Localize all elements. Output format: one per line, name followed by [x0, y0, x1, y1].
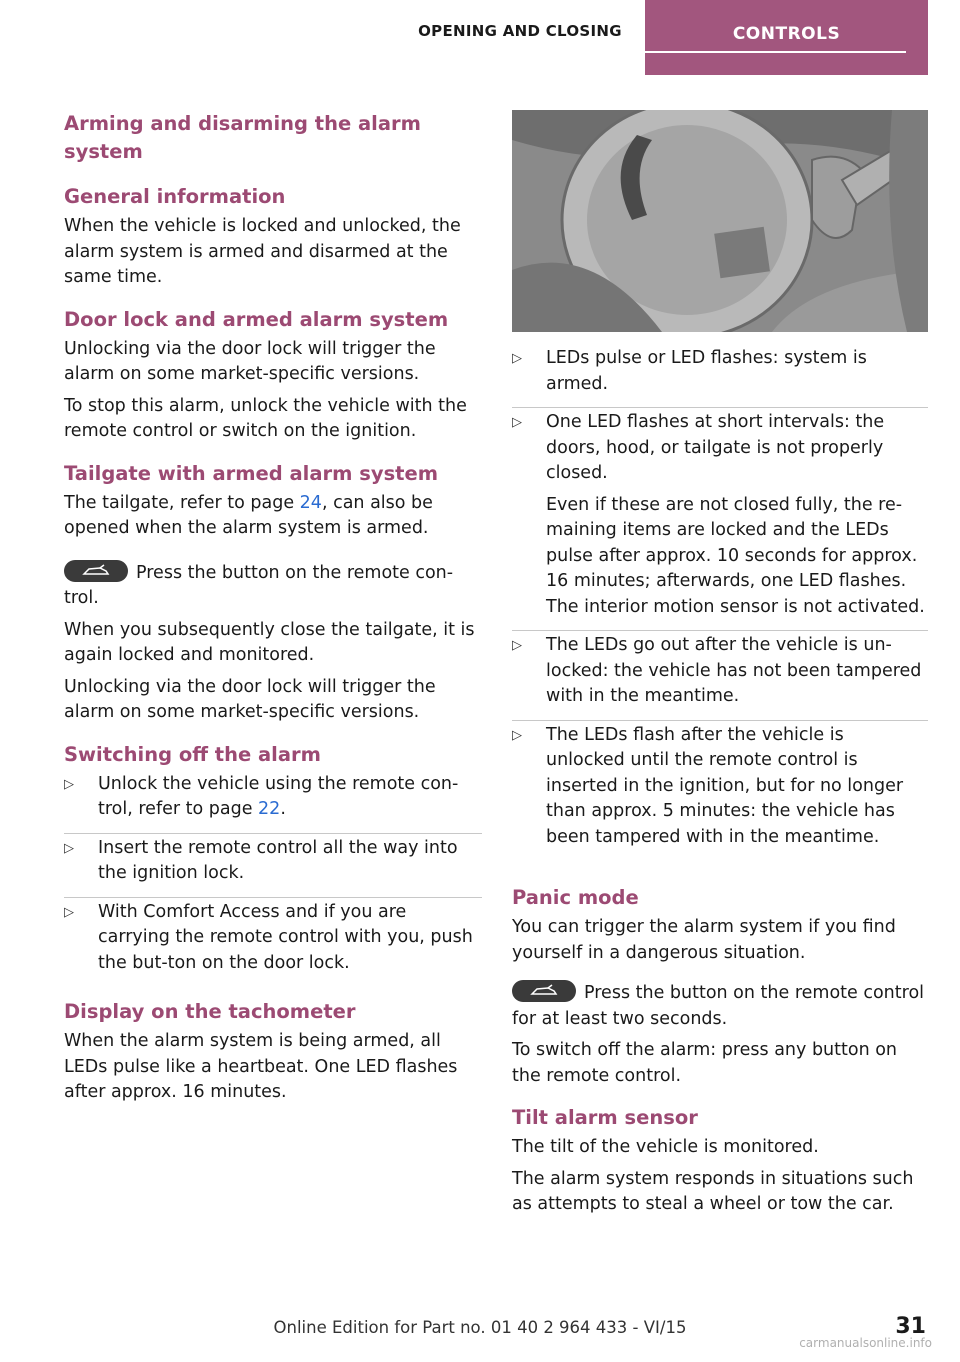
list-item	[64, 772, 482, 830]
led-item-1: LEDs pulse or LED flashes: system is armed.	[546, 348, 867, 394]
left-column	[64, 110, 482, 1112]
panic-mode-heading: Panic mode	[512, 886, 639, 909]
door-lock-heading: Door lock and armed alarm system	[64, 307, 449, 331]
led-status-list	[512, 346, 928, 857]
switch-off-list	[64, 772, 482, 984]
divider	[512, 407, 928, 408]
panic-text-2-label: Press the button on the remote control for at least two seconds.	[512, 983, 925, 1029]
led-item-2: One LED flashes at short intervals: the doors, hood, or tailgate is not properly closed.	[546, 412, 885, 483]
tailgate-text-2-label: Press the button on the remote con‐trol.	[64, 562, 454, 608]
tilt-sensor-heading: Tilt alarm sensor	[512, 1106, 698, 1129]
page-link-22[interactable]: 22	[258, 799, 281, 819]
tab-underline	[645, 51, 906, 53]
tailgate-text-4: Unlocking via the door lock will trigger the alarm on some market-specific versions.	[64, 676, 436, 722]
list-item	[512, 410, 928, 627]
tachometer-text: When the alarm system is being armed, all LEDs pulse like a heartbeat. One LED flashes after approx. 16 minutes.	[64, 1031, 458, 1102]
tachometer-photo	[512, 110, 928, 332]
watermark: carmanualsonline.info	[799, 1336, 932, 1350]
list-item	[64, 836, 482, 894]
page-title: Arming and disarming the alarm system	[64, 112, 421, 163]
footer-edition: Online Edition for Part no. 01 40 2 964 433 - VI/15	[273, 1318, 687, 1337]
general-info-heading: General information	[64, 185, 286, 208]
switch-off-item-1b: .	[280, 799, 286, 819]
tailgate-text-2	[64, 560, 482, 612]
panic-text-1: You can trigger the alarm system if you find yourself in a dangerous situation.	[512, 917, 896, 963]
panic-text-2	[512, 980, 928, 1032]
tailgate-text-1b: , can also be opened when the alarm system is armed.	[64, 492, 433, 538]
list-item	[512, 723, 928, 858]
list-item	[512, 633, 928, 717]
tailgate-heading: Tailgate with armed alarm system	[64, 461, 439, 485]
door-lock-text-1: Unlocking via the door lock will trigger the alarm on some market-specific versions.	[64, 338, 436, 384]
door-lock-text-2: To stop this alarm, unlock the vehicle with the remote control or switch on the ignition.	[64, 395, 467, 441]
page-link-24[interactable]: 24	[299, 492, 322, 513]
chapter-tab	[645, 0, 928, 75]
tachometer-heading: Display on the tachometer	[64, 1000, 356, 1023]
general-info-text: When the vehicle is locked and unlocked, the alarm system is armed and disarmed at the same time.	[64, 216, 461, 287]
right-column	[512, 110, 928, 1224]
panic-text-3: To switch off the alarm: press any button on the remote control.	[512, 1040, 898, 1086]
divider	[512, 630, 928, 631]
tailgate-text-1a: The tailgate, refer to page	[64, 492, 300, 513]
led-item-4: The LEDs flash after the vehicle is unlocked until the remote control is inserted in the ignition, but for no longer than approx. 5 minutes: the vehicle has been tampered with in the meantime.	[546, 724, 904, 847]
divider	[64, 897, 482, 898]
divider	[512, 720, 928, 721]
switch-off-item-1a: Unlock the vehicle using the remote con‐trol, refer to page	[98, 773, 459, 819]
divider	[64, 833, 482, 834]
switch-off-item-2: Insert the remote control all the way into the ignition lock.	[98, 837, 458, 883]
list-item	[512, 346, 928, 404]
section-title: OPENING AND CLOSING	[418, 22, 622, 40]
switch-off-heading: Switching off the alarm	[64, 742, 321, 766]
led-item-2-sub: Even if these are not closed fully, the re‐maining items are locked and the LEDs pulse after approx. 10 seconds for approx. 16 minutes; afterwards, one LED flashes. The interior motion sensor is not activated.	[546, 494, 925, 617]
tailgate-text-3: When you subsequently close the tailgate, it is again locked and monitored.	[64, 619, 475, 665]
led-item-3: The LEDs go out after the vehicle is un‐locked: the vehicle has not been tampered with in the meantime.	[546, 635, 922, 706]
tilt-text-1: The tilt of the vehicle is monitored.	[512, 1137, 819, 1157]
switch-off-item-3: With Comfort Access and if you are carrying the remote control with you, push the but‐ton on the door lock.	[98, 901, 473, 973]
tailgate-button-icon	[64, 560, 128, 582]
panic-button-icon	[512, 980, 576, 1002]
page-number: 31	[895, 1314, 926, 1339]
list-item	[64, 900, 482, 984]
tilt-text-2: The alarm system responds in situations such as attempts to steal a wheel or tow the car.	[512, 1168, 914, 1214]
chapter-tab-label: CONTROLS	[732, 24, 841, 44]
tailgate-text-1	[64, 491, 482, 542]
